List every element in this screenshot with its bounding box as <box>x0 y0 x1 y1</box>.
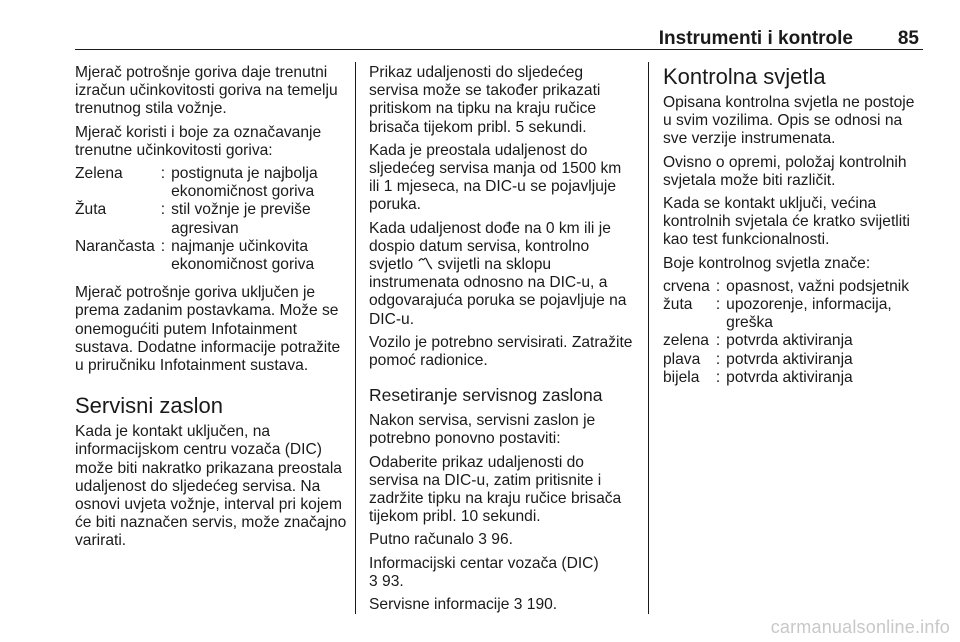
reference-text: Putno računalo <box>369 531 474 549</box>
paragraph <box>369 220 635 329</box>
list-item <box>663 332 925 350</box>
fuel-color-list <box>75 165 347 274</box>
list-item <box>75 201 347 237</box>
watermark: carmanualsonline.info <box>770 617 950 637</box>
list-item <box>663 278 925 296</box>
column-2 <box>369 64 635 619</box>
paragraph: Nakon servisa, servisni zaslon je potrebno ponovno postaviti: <box>369 412 596 448</box>
separator: : <box>160 201 166 219</box>
list-item <box>663 369 925 387</box>
paragraph: Opisana kontrolna svjetla ne postoje u svim vozilima. Opis se odnosi na sve verzije instrumenata. <box>663 94 915 148</box>
color-desc: potvrda aktiviranja <box>726 332 853 350</box>
paragraph: Odaberite prikaz udaljenosti do servisa na DIC-u, zatim pritisnite i zadržite tipku na kraju ručice brisača tijekom pribl. 10 sekundi. <box>369 453 622 526</box>
color-term: bijela <box>663 368 700 386</box>
color-desc: postignuta je najbolja ekonomičnost goriva <box>171 165 318 201</box>
color-desc: potvrda aktiviranja <box>726 350 853 368</box>
subsection-heading: Resetiranje servisnog zaslona <box>369 385 603 406</box>
page-arrow-icon: 3 <box>513 596 523 614</box>
list-item <box>663 351 925 369</box>
cross-reference[interactable] <box>369 555 635 591</box>
separator: : <box>715 368 721 386</box>
paragraph: Kada je kontakt uključen, na informacijskom centru vozača (DIC) može biti nakratko prikazana preostala udaljenost do sljedećeg servisa. Na osnovi uvjeta vožnje, interval pri kojem će biti naznačen servis, može značajno varirati. <box>75 423 347 550</box>
warning-light-color-list <box>663 278 925 387</box>
color-term: zelena <box>663 332 709 350</box>
cross-reference[interactable] <box>369 596 635 614</box>
color-desc: opasnost, važni podsjetnik <box>726 277 910 295</box>
text: Kada udaljenost dođe na 0 km ili je dospio datum servisa, kontrolno svjetlo <box>369 219 611 274</box>
color-term: Narančasta <box>75 237 155 255</box>
section-heading: Kontrolna svjetla <box>663 64 826 89</box>
color-term: crvena <box>663 277 710 295</box>
color-desc: stil vožnje je previše agresivan <box>171 201 311 237</box>
color-term: plava <box>663 350 701 368</box>
paragraph: Boje kontrolnog svjetla znače: <box>663 254 871 272</box>
reference-text: Informacijski centar vozača (DIC) <box>369 554 599 572</box>
color-desc: potvrda aktiviranja <box>726 368 853 386</box>
paragraph: Mjerač potrošnje goriva daje trenutni izračun učinkovitosti goriva na temelju trenutnog stila vožnje. <box>75 64 338 118</box>
separator: : <box>715 296 721 314</box>
separator: : <box>715 277 721 295</box>
paragraph: Mjerač potrošnje goriva uključen je prema zadanim postavkama. Može se onemogućiti putem Infotainment sustava. Dodatne informacije potražite u priručniku Infotainment sustava. <box>75 284 341 375</box>
page-header <box>75 22 923 50</box>
column-divider <box>648 62 649 614</box>
paragraph: Ovisno o opremi, položaj kontrolnih svjetala može biti različit. <box>663 153 907 189</box>
column-1 <box>75 64 347 556</box>
page-number: 85 <box>897 28 919 49</box>
paragraph: Mjerač koristi i boje za označavanje trenutne učinkovitosti goriva: <box>75 123 322 159</box>
list-item <box>663 296 925 332</box>
reference-page: 190. <box>526 596 558 614</box>
cross-reference[interactable] <box>369 531 635 549</box>
reference-page: 96. <box>491 531 513 549</box>
list-item <box>75 238 347 274</box>
list-item <box>75 165 347 201</box>
color-term: Zelena <box>75 165 123 183</box>
separator: : <box>715 350 721 368</box>
separator: : <box>160 165 166 183</box>
color-term: žuta <box>663 296 693 314</box>
service-wrench-icon: 〽 <box>417 256 434 274</box>
paragraph: Kada je preostala udaljenost do sljedećeg servisa manja od 1500 km ili 1 mjeseca, na DIC-u se pojavljuje poruka. <box>369 141 622 214</box>
color-desc: najmanje učinkovita ekonomičnost goriva <box>171 237 315 274</box>
column-divider <box>355 62 356 614</box>
page-arrow-icon: 3 <box>369 572 378 590</box>
text: svijetli na sklopu instrumenata odnosno na DIC-u, a odgovarajuća poruka se pojavljuje na DIC-u. <box>369 256 627 328</box>
section-heading: Servisni zaslon <box>75 393 223 419</box>
paragraph: Kada se kontakt uključi, većina kontrolnih svjetala će kratko svijetliti kao test funkcionalnosti. <box>663 195 911 249</box>
reference-text: Servisne informacije <box>369 596 510 614</box>
page-arrow-icon: 3 <box>478 531 487 549</box>
paragraph: Prikaz udaljenosti do sljedećeg servisa može se također prikazati pritiskom na tipku na kraju ručice brisača tijekom pribl. 5 sekundi. <box>369 64 601 136</box>
header-divider <box>75 49 923 50</box>
color-term: Žuta <box>75 201 107 219</box>
paragraph: Vozilo je potrebno servisirati. Zatražite pomoć radionice. <box>369 333 633 370</box>
color-desc: upozorenje, informacija, greška <box>726 296 892 332</box>
column-3 <box>663 64 925 397</box>
separator: : <box>715 332 721 350</box>
separator: : <box>160 237 166 255</box>
reference-page: 93. <box>382 572 404 590</box>
page-title: Instrumenti i kontrole <box>658 28 853 49</box>
